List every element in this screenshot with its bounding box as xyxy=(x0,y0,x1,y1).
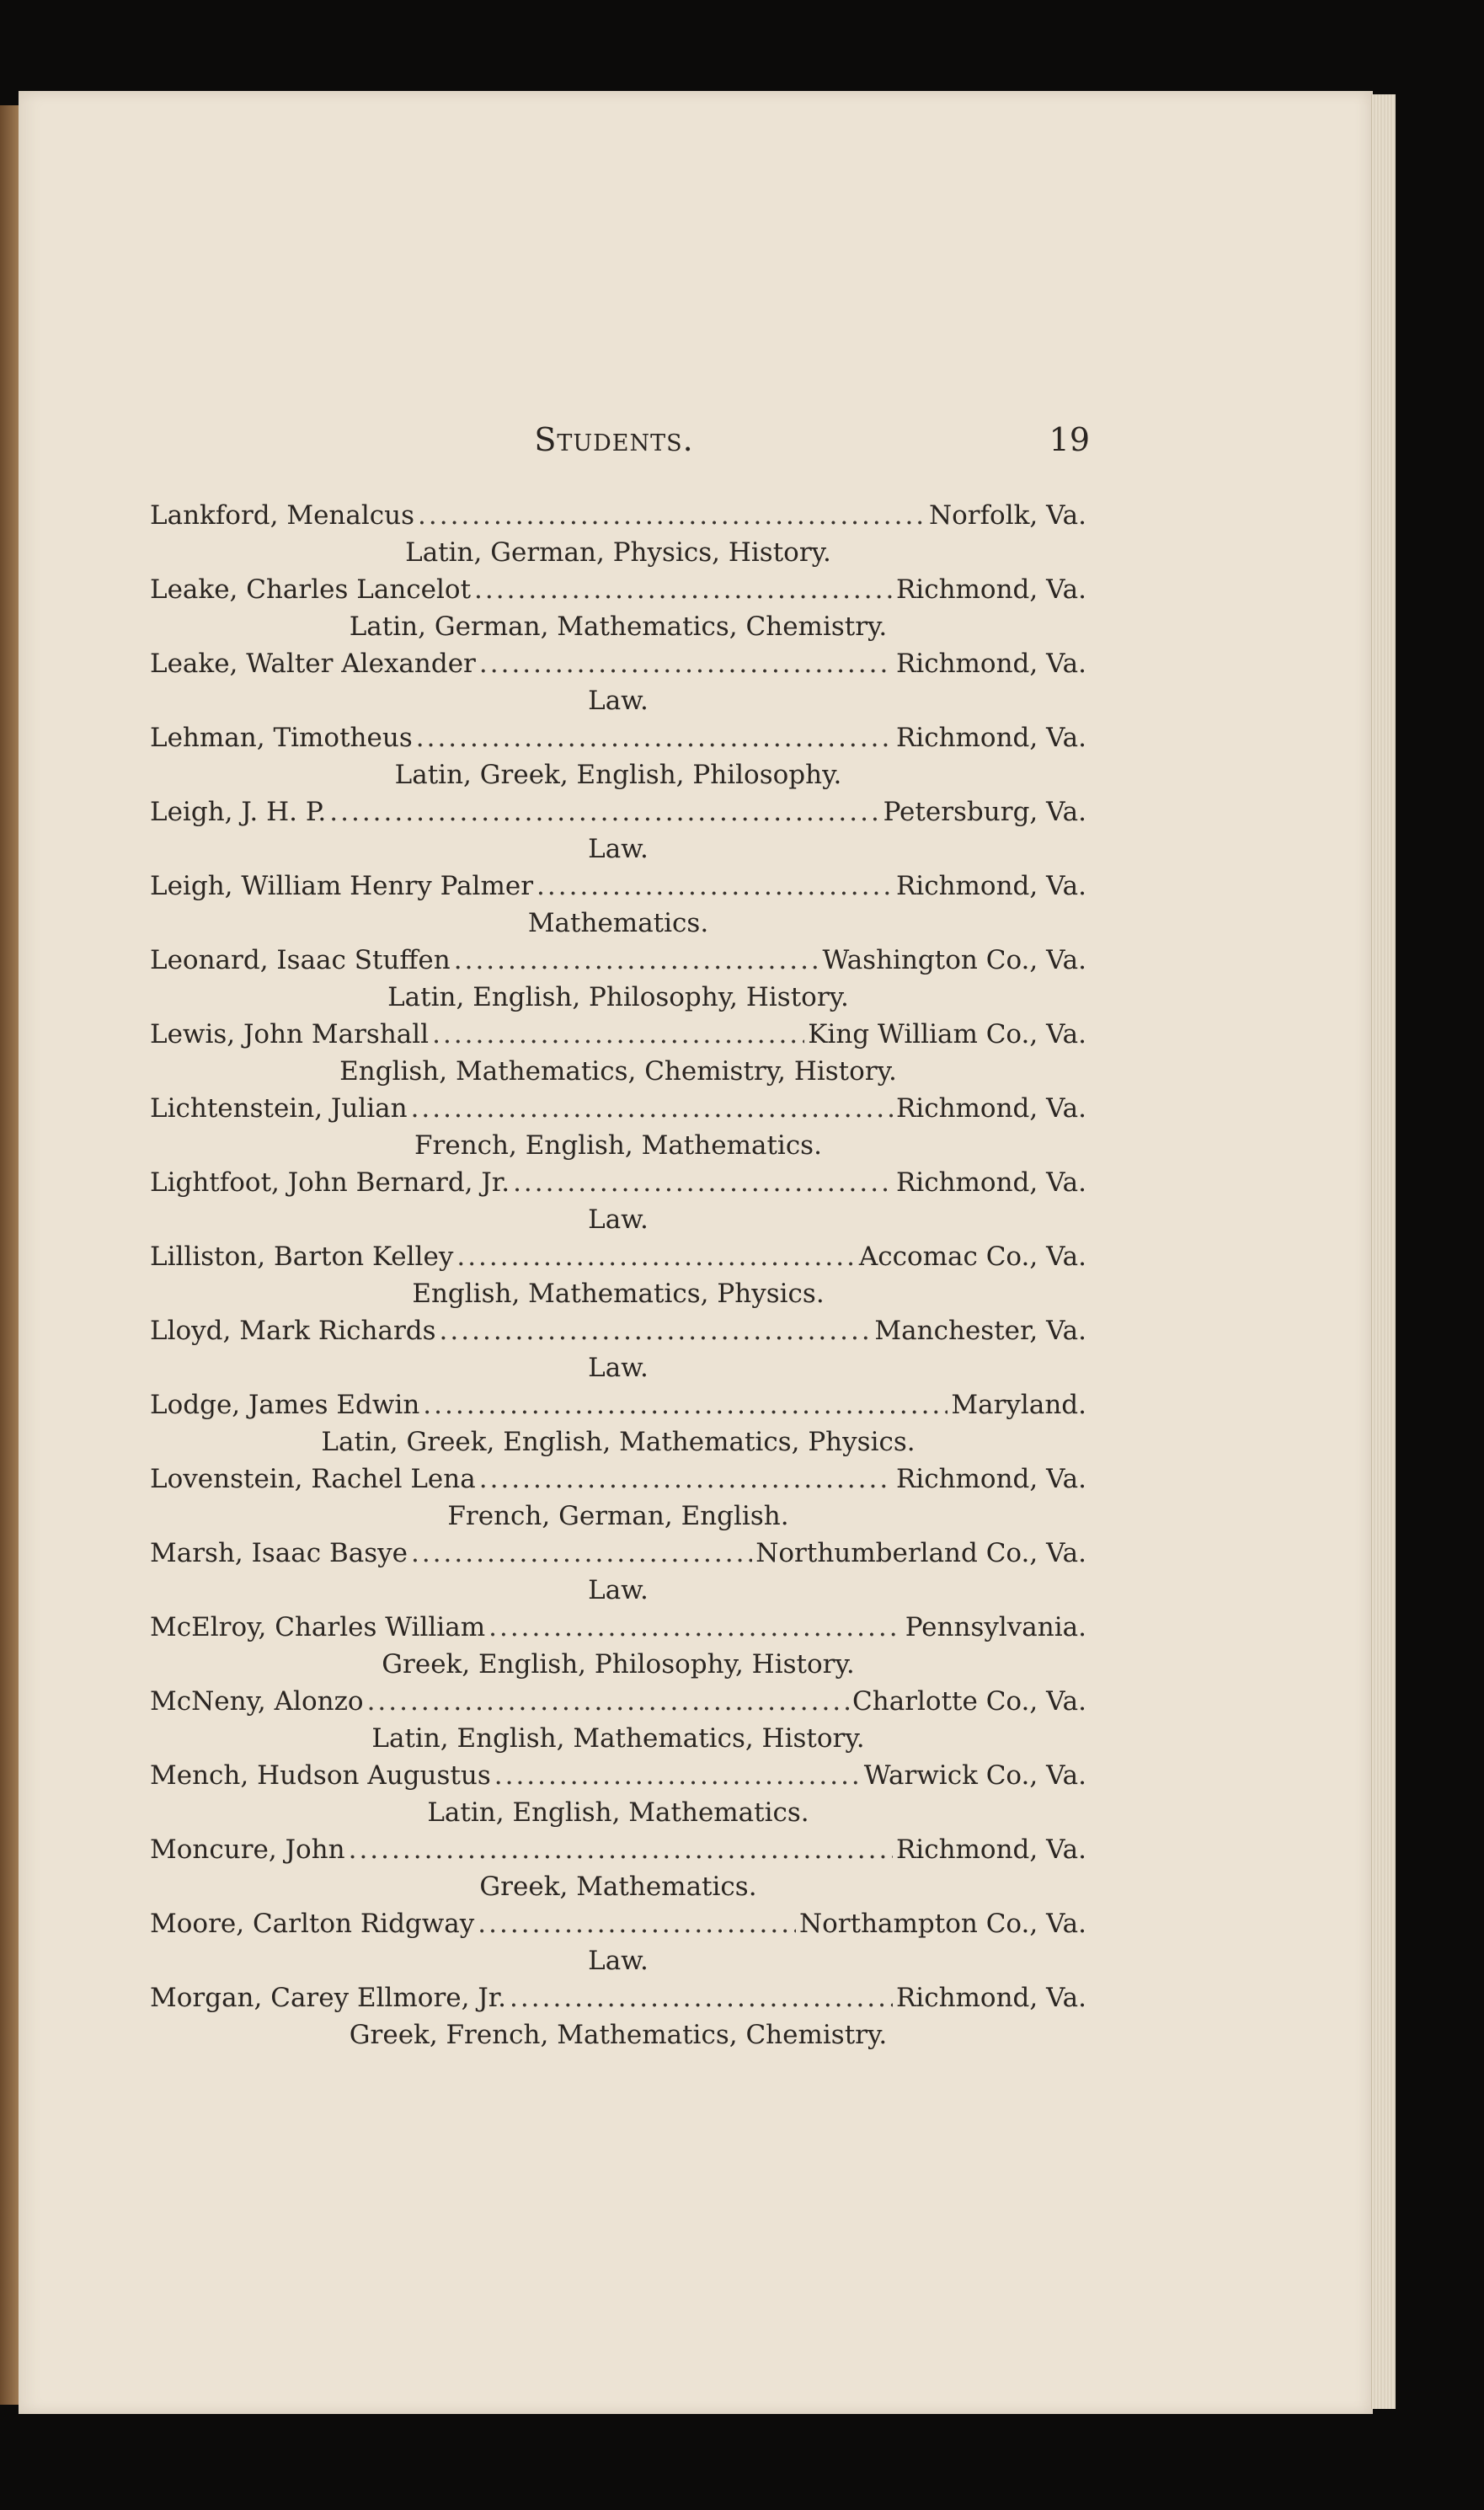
dot-leader xyxy=(349,1831,893,1868)
student-subjects: French, English, Mathematics. xyxy=(414,1130,822,1161)
student-subjects: Latin, English, Mathematics, History. xyxy=(371,1723,865,1754)
dot-leader xyxy=(367,1683,849,1720)
student-entry-line xyxy=(150,1683,1086,1720)
page-header xyxy=(135,421,1093,472)
student-name: Moore, Carlton Ridgway xyxy=(150,1909,475,1939)
student-residence: Richmond, Va. xyxy=(895,574,1086,605)
dot-leader xyxy=(440,1312,872,1349)
student-name: Lankford, Menalcus xyxy=(150,500,415,531)
dot-leader xyxy=(418,497,926,534)
student-residence: Richmond, Va. xyxy=(895,723,1086,753)
dot-leader xyxy=(479,645,893,682)
student-subjects: English, Mathematics, Physics. xyxy=(412,1279,825,1309)
student-name: Lodge, James Edwin xyxy=(150,1390,420,1420)
student-entry-line xyxy=(150,497,1086,534)
dot-leader xyxy=(454,942,819,979)
student-name: Lehman, Timotheus xyxy=(150,723,413,753)
student-entry xyxy=(150,1164,1086,1238)
student-name: McNeny, Alonzo xyxy=(150,1686,364,1717)
dot-leader xyxy=(494,1757,861,1794)
student-entry-line xyxy=(150,1090,1086,1127)
student-name: Leigh, J. H. P. xyxy=(150,797,327,827)
student-subjects: Latin, German, Mathematics, Chemistry. xyxy=(349,611,888,642)
student-name: Leake, Charles Lancelot xyxy=(150,574,472,605)
student-subjects: Latin, English, Mathematics. xyxy=(427,1797,809,1828)
running-head: Students. xyxy=(534,421,694,458)
student-subjects: Law. xyxy=(588,686,649,716)
student-name: Lightfoot, John Bernard, Jr. xyxy=(150,1167,510,1198)
student-name: Leigh, William Henry Palmer xyxy=(150,871,534,901)
dot-leader xyxy=(456,1238,856,1275)
student-name: Lloyd, Mark Richards xyxy=(150,1316,436,1346)
dot-leader xyxy=(478,1905,796,1942)
student-entry-line xyxy=(150,1312,1086,1349)
student-entry-line xyxy=(150,1386,1086,1423)
student-entry-line xyxy=(150,1831,1086,1868)
student-entry-line xyxy=(150,1461,1086,1498)
student-residence: Charlotte Co., Va. xyxy=(852,1686,1086,1717)
student-name: Mench, Hudson Augustus xyxy=(150,1760,491,1791)
page-number: 19 xyxy=(1049,421,1090,458)
dot-leader xyxy=(510,1979,893,2016)
student-subjects: French, German, English. xyxy=(447,1501,789,1531)
dot-leader xyxy=(411,1535,752,1572)
student-entry xyxy=(150,1090,1086,1164)
dot-leader xyxy=(536,868,893,905)
student-name: Moncure, John xyxy=(150,1834,345,1865)
student-residence: Richmond, Va. xyxy=(895,1983,1086,2013)
student-subjects: Mathematics. xyxy=(527,908,709,938)
dot-leader xyxy=(474,571,893,608)
student-subjects: Law. xyxy=(588,834,649,864)
student-entry xyxy=(150,1609,1086,1683)
dot-leader xyxy=(479,1461,893,1498)
student-residence: Richmond, Va. xyxy=(895,871,1086,901)
student-residence: Richmond, Va. xyxy=(895,1834,1086,1865)
student-entry xyxy=(150,571,1086,645)
student-entry-line xyxy=(150,1979,1086,2016)
student-subjects: Latin, English, Philosophy, History. xyxy=(387,982,849,1012)
student-entry-line xyxy=(150,1238,1086,1275)
dot-leader xyxy=(411,1090,893,1127)
student-subjects: Law. xyxy=(588,1353,649,1383)
student-residence: Richmond, Va. xyxy=(895,1093,1086,1124)
student-subjects: English, Mathematics, Chemistry, History. xyxy=(339,1056,897,1087)
page-stack-edge xyxy=(1371,94,1396,2409)
student-entry xyxy=(150,719,1086,793)
student-residence: Warwick Co., Va. xyxy=(863,1760,1086,1791)
student-residence: Richmond, Va. xyxy=(895,1464,1086,1494)
student-residence: Northumberland Co., Va. xyxy=(755,1538,1086,1568)
student-subjects: Greek, Mathematics. xyxy=(479,1872,757,1902)
student-entry xyxy=(150,1238,1086,1312)
dot-leader xyxy=(432,1016,804,1053)
student-subjects: Latin, Greek, English, Philosophy. xyxy=(394,760,842,790)
student-list xyxy=(150,497,1086,2053)
student-entry xyxy=(150,1461,1086,1535)
student-name: Lilliston, Barton Kelley xyxy=(150,1242,454,1272)
student-entry xyxy=(150,1386,1086,1461)
student-subjects: Law. xyxy=(588,1946,649,1976)
student-residence: Manchester, Va. xyxy=(874,1316,1086,1346)
student-entry xyxy=(150,942,1086,1016)
student-entry-line xyxy=(150,1535,1086,1572)
student-residence: Maryland. xyxy=(951,1390,1086,1420)
student-entry xyxy=(150,793,1086,868)
student-entry-line xyxy=(150,793,1086,830)
student-subjects: Greek, French, Mathematics, Chemistry. xyxy=(349,2020,888,2050)
student-entry-line xyxy=(150,942,1086,979)
student-subjects: Law. xyxy=(588,1204,649,1235)
dot-leader xyxy=(513,1164,893,1201)
student-subjects: Greek, English, Philosophy, History. xyxy=(382,1649,855,1680)
student-entry xyxy=(150,1979,1086,2053)
student-name: Lichtenstein, Julian xyxy=(150,1093,408,1124)
student-entry-line xyxy=(150,1164,1086,1201)
student-name: Leonard, Isaac Stuffen xyxy=(150,945,451,975)
student-entry-line xyxy=(150,571,1086,608)
student-entry-line xyxy=(150,1757,1086,1794)
student-subjects: Latin, Greek, English, Mathematics, Physics. xyxy=(321,1427,915,1457)
dot-leader xyxy=(329,793,879,830)
student-entry xyxy=(150,645,1086,719)
student-entry-line xyxy=(150,1016,1086,1053)
student-name: Morgan, Carey Ellmore, Jr. xyxy=(150,1983,507,2013)
student-name: Lovenstein, Rachel Lena xyxy=(150,1464,476,1494)
student-entry xyxy=(150,1831,1086,1905)
student-entry xyxy=(150,1016,1086,1090)
student-residence: Northampton Co., Va. xyxy=(799,1909,1086,1939)
student-residence: King William Co., Va. xyxy=(808,1019,1086,1049)
dot-leader xyxy=(488,1609,902,1646)
student-entry xyxy=(150,868,1086,942)
student-name: McElroy, Charles William xyxy=(150,1612,486,1642)
student-entry xyxy=(150,1757,1086,1831)
student-subjects: Law. xyxy=(588,1575,649,1605)
student-residence: Norfolk, Va. xyxy=(928,500,1086,531)
student-entry xyxy=(150,1535,1086,1609)
student-residence: Accomac Co., Va. xyxy=(858,1242,1086,1272)
student-name: Leake, Walter Alexander xyxy=(150,649,476,679)
student-entry xyxy=(150,1312,1086,1386)
student-name: Marsh, Isaac Basye xyxy=(150,1538,408,1568)
student-residence: Richmond, Va. xyxy=(895,649,1086,679)
student-residence: Pennsylvania. xyxy=(905,1612,1086,1642)
student-entry-line xyxy=(150,1609,1086,1646)
student-entry-line xyxy=(150,868,1086,905)
student-entry-line xyxy=(150,719,1086,756)
student-subjects: Latin, German, Physics, History. xyxy=(405,537,831,568)
student-residence: Richmond, Va. xyxy=(895,1167,1086,1198)
student-entry-line xyxy=(150,1905,1086,1942)
student-residence: Washington Co., Va. xyxy=(822,945,1086,975)
student-entry xyxy=(150,1905,1086,1979)
student-entry-line xyxy=(150,645,1086,682)
student-entry xyxy=(150,1683,1086,1757)
student-name: Lewis, John Marshall xyxy=(150,1019,430,1049)
student-residence: Petersburg, Va. xyxy=(883,797,1086,827)
dot-leader xyxy=(416,719,893,756)
dot-leader xyxy=(423,1386,948,1423)
student-entry xyxy=(150,497,1086,571)
